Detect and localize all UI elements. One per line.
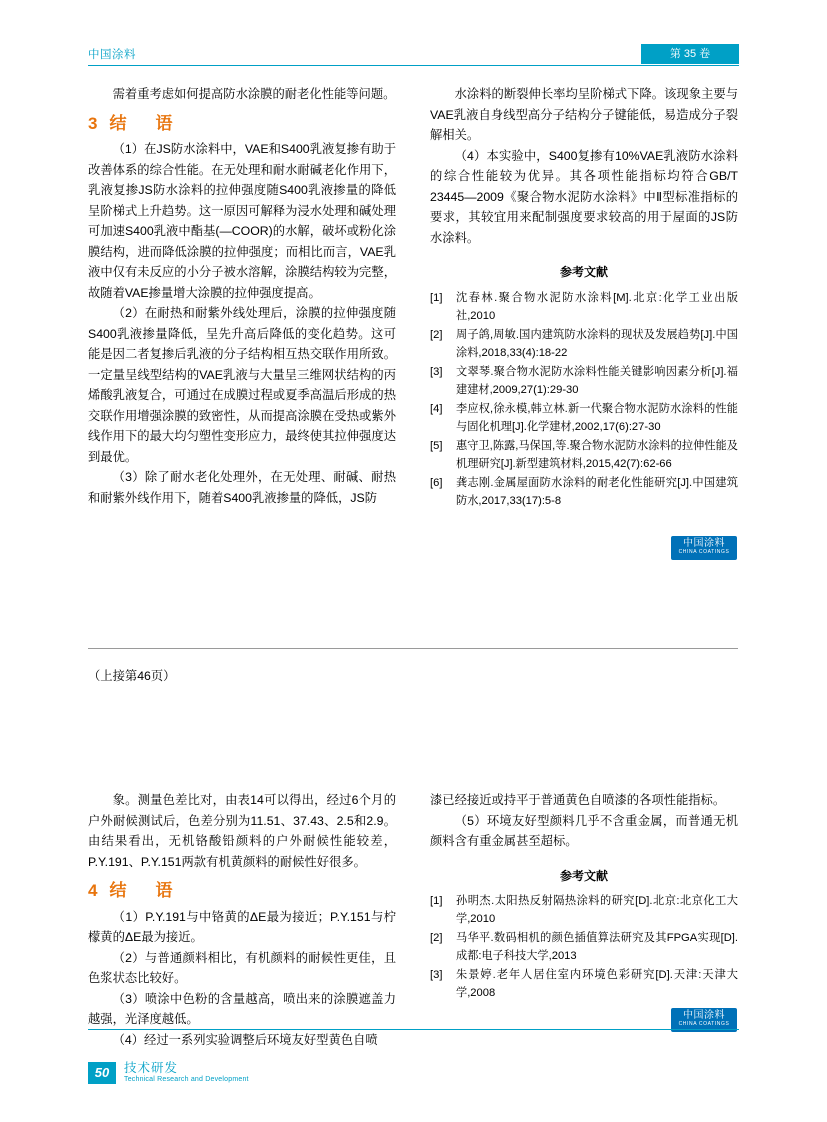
- reference-text: 朱景婷.老年人居住室内环境色彩研究[D].天津:天津大学,2008: [456, 969, 738, 999]
- reference-text: 李应权,徐永模,韩立林.新一代聚合物水泥防水涂料的性能与固化机理[J].化学建材,2002,17(6):27-30: [456, 402, 738, 433]
- footer-section-cn: 技术研发: [124, 1061, 179, 1075]
- reference-item: [430, 289, 738, 325]
- reference-number: [3]: [430, 969, 443, 981]
- reference-text: 马华平.数码相机的颜色插值算法研究及其FPGA实现[D].成都:电子科技大学,2013: [456, 932, 738, 962]
- article2-left-column: [88, 790, 396, 1050]
- logo-text-cn: 中国涂料: [683, 538, 725, 549]
- logo-text-en: CHINA COATINGS: [678, 1021, 730, 1027]
- reference-text: 文翠琴.聚合物水泥防水涂料性能关键影响因素分析[J].福建建材,2009,27(1):29-30: [456, 365, 738, 396]
- page-footer: [88, 1062, 249, 1084]
- section-number: 4: [88, 881, 98, 900]
- paragraph: 需着重考虑如何提高防水涂膜的耐老化性能等问题。: [112, 87, 396, 101]
- reference-number: [5]: [430, 439, 443, 452]
- references-heading: 参考文献: [559, 265, 608, 279]
- reference-text: 龚志刚.金属屋面防水涂料的耐老化性能研究[J].中国建筑防水,2017,33(17):5-8: [456, 476, 738, 507]
- article1-left-column: [88, 84, 396, 508]
- paragraph: （4）本实验中，S400复掺有10%VAE乳液防水涂料的综合性能较为优异。其各项性能指标均符合GB/T 23445—2009《聚合物水泥防水涂料》中Ⅱ型标准指标的要求，其较宜用来配制强度要求较高的用于屋面的JS防水涂料。: [430, 148, 738, 245]
- section-heading-3: [88, 114, 396, 135]
- reference-number: [2]: [430, 328, 443, 341]
- section-heading-4: [88, 881, 396, 902]
- reference-item: [430, 966, 738, 1002]
- journal-name: 中国涂料: [88, 49, 136, 61]
- footer-section-label: [124, 1062, 249, 1084]
- paragraph: （2）在耐热和耐紫外线处理后，涂膜的拉伸强度随S400乳液掺量降低，呈先升高后降低的变化趋势。这可能是因二者复掺后乳液的分子结构相互热交联作用所致。一定量呈线型结构的VAE乳液与大量呈三维网状结构的丙烯酸乳液复合，可通过在成膜过程或夏季高温后形成的热交联作用增强涂膜的致密性，从而提高涂膜在受热或紫外线作用下的最大均匀塑性变形应力，最终使其拉伸强度达到最优。: [88, 306, 396, 464]
- continued-from-note: （上接第46页）: [88, 669, 176, 683]
- paragraph: 漆已经接近或持平于普通黄色自喷漆的各项性能指标。: [430, 793, 726, 807]
- volume-badge: 第 35 卷: [641, 44, 739, 64]
- paragraph: （3）除了耐水老化处理外，在无处理、耐碱、耐热和耐紫外线作用下，随着S400乳液掺量的降低，JS防: [88, 470, 396, 505]
- paragraph: 水涂料的断裂伸长率均呈阶梯式下降。该现象主要与VAE乳液自身线型高分子结构分子键能低，易造成分子裂解相关。: [430, 87, 738, 142]
- reference-item: [430, 326, 738, 362]
- article-divider: [88, 648, 738, 649]
- reference-text: 惠守卫,陈露,马保国,等.聚合物水泥防水涂料的拉伸性能及机理研究[J].新型建筑材料,2015,42(7):62-66: [456, 439, 738, 470]
- page-number: 50: [88, 1062, 116, 1084]
- references-heading: 参考文献: [559, 868, 608, 883]
- reference-number: [2]: [430, 932, 443, 944]
- logo-text-en: CHINA COATINGS: [678, 549, 730, 555]
- reference-number: [4]: [430, 402, 443, 415]
- reference-item: [430, 437, 738, 473]
- paragraph: 象。测量色差比对，由表14可以得出，经过6个月的户外耐候测试后，色差分别为11.51、37.43、2.5和2.9。由结果看出，无机铬酸铅颜料的户外耐候性能较差，P.Y.191、P.Y.151两款有机黄颜料的耐候性好很多。: [88, 793, 396, 869]
- reference-number: [3]: [430, 365, 443, 378]
- reference-number: [1]: [430, 895, 443, 907]
- header-divider: [88, 65, 739, 66]
- paragraph: （1）P.Y.191与中铬黄的ΔE最为接近；P.Y.151与柠檬黄的ΔE最为接近。: [88, 909, 396, 944]
- paragraph: （3）喷涂中色粉的含量越高，喷出来的涂膜遮盖力越强，光泽度越低。: [88, 991, 396, 1026]
- section-number: 3: [88, 113, 98, 133]
- publisher-logo: [671, 536, 737, 560]
- reference-text: 沈春林.聚合物水泥防水涂料[M].北京:化学工业出版社,2010: [456, 291, 738, 322]
- reference-text: 周子鸽,周敏.国内建筑防水涂料的现状及发展趋势[J].中国涂料,2018,33(4):18-22: [456, 328, 738, 359]
- reference-number: [6]: [430, 476, 443, 489]
- paragraph: （5）环境友好型颜料几乎不含重金属，而普通无机颜料含有重金属甚至超标。: [430, 813, 738, 848]
- footer-divider: [88, 1029, 739, 1030]
- reference-item: [430, 929, 738, 965]
- article1-right-column: [430, 84, 738, 511]
- section-title: 结 语: [109, 881, 179, 900]
- section-title: 结 语: [109, 113, 179, 133]
- reference-number: [1]: [430, 291, 443, 304]
- page-header: [88, 44, 739, 66]
- reference-item: [430, 892, 738, 928]
- reference-item: [430, 400, 738, 436]
- paragraph: （4）经过一系列实验调整后环境友好型黄色自喷: [112, 1032, 378, 1047]
- reference-item: [430, 474, 738, 510]
- reference-text: 孙明杰.太阳热反射隔热涂料的研究[D].北京:北京化工大学,2010: [456, 895, 738, 925]
- footer-section-en: Technical Research and Development: [124, 1076, 249, 1083]
- paragraph: （1）在JS防水涂料中，VAE和S400乳液复掺有助于改善体系的综合性能。在无处理和耐水耐碱老化作用下，乳液复掺JS防水涂料的拉伸强度随S400乳液掺量的降低呈阶梯式上升趋势。这一原因可解释为浸水处理和碱处理可加速S400乳液中酯基(—COOR)的水解，破坏或粉化涂膜结构，进而降低涂膜的拉伸强度；而相比而言，VAE乳液中仅有未反应的小分子被水溶解，涂膜结构较为完整，故随着VAE掺量增大涂膜的拉伸强度提高。: [88, 142, 396, 300]
- article2-right-column: [430, 790, 738, 1003]
- paragraph: （2）与普通颜料相比，有机颜料的耐候性更佳，且色浆状态比较好。: [88, 950, 396, 985]
- logo-text-cn: 中国涂料: [683, 1010, 725, 1021]
- reference-item: [430, 363, 738, 399]
